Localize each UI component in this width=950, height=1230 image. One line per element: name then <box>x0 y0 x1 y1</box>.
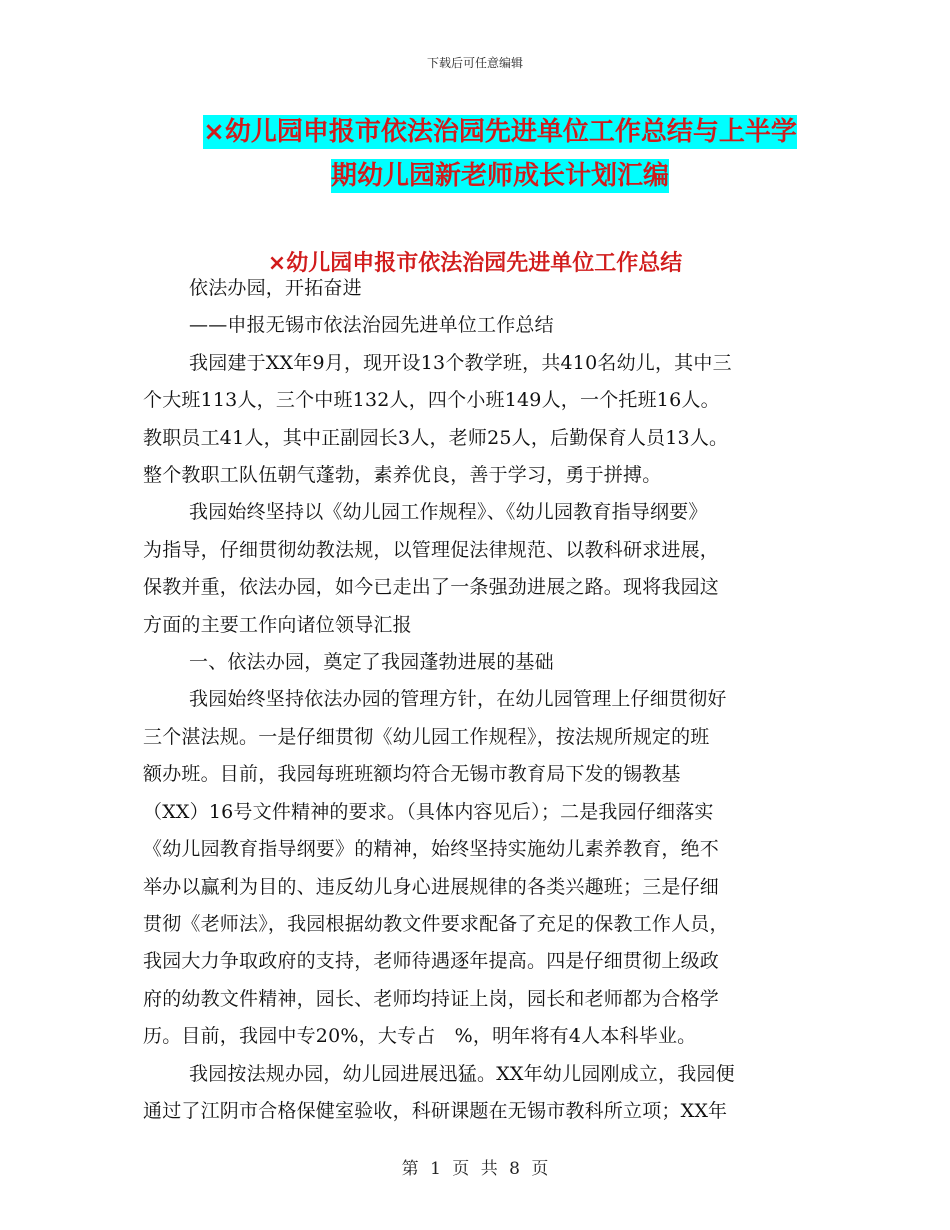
title-line-2: 期幼儿园新老师成长计划汇编 <box>330 161 669 191</box>
paragraph-line: 三个湛法规。一是仔细贯彻《幼儿园工作规程》，按法规所规定的班 <box>143 725 710 748</box>
paragraph-line: 举办以赢利为目的、违反幼儿身心进展规律的各类兴趣班；三是仔细 <box>143 875 720 898</box>
paragraph-line: 整个教职工队伍朝气蓬勃，素养优良，善于学习，勇于拼搏。 <box>143 464 662 487</box>
paragraph-line: 我园始终坚持依法办园的管理方针，在幼儿园管理上仔细贯彻好 <box>189 688 727 711</box>
paragraph-line: 我园始终坚持以《幼儿园工作规程》、《幼儿园教育指导纲要》 <box>189 501 708 524</box>
title-line-1: ×幼儿园申报市依法治园先进单位工作总结与上半学 <box>203 117 797 147</box>
paragraph-line: 府的幼教文件精神，园长、老师均持证上岗，园长和老师都为合格学 <box>143 987 720 1010</box>
paragraph-line: 历。目前，我园中专20%，大专占 %，明年将有4人本科毕业。 <box>143 1025 697 1048</box>
body-text <box>143 270 813 1130</box>
paragraph-line: 一、依法办园，奠定了我园蓬勃进展的基础 <box>189 651 554 674</box>
paragraph-line: 额办班。目前，我园每班班额均符合无锡市教育局下发的锡教基 <box>143 763 681 786</box>
paragraph-line: （XX）16号文件精神的要求。（具体内容见后）；二是我园仔细落实 <box>143 800 714 823</box>
section-title: ×幼儿园申报市依法治园先进单位工作总结 <box>267 251 683 276</box>
paragraph-line: 我园建于XX年9月，现开设13个教学班，共410名幼儿，其中三 <box>189 351 732 374</box>
paragraph-line: 我园按法规办园，幼儿园进展迅猛。XX年幼儿园刚成立，我园便 <box>189 1062 735 1085</box>
paragraph-line: 我园大力争取政府的支持，老师待遇逐年提高。四是仔细贯彻上级政 <box>143 950 720 973</box>
paragraph-line: 保教并重，依法办园，如今已走出了一条强劲进展之路。现将我园这 <box>143 576 720 599</box>
header-note: 下载后可任意编辑 <box>426 56 523 70</box>
page-footer: 第 1 页 共 8 页 <box>401 1159 549 1179</box>
paragraph-line: 贯彻《老师法》，我园根据幼教文件要求配备了充足的保教工作人员， <box>143 912 729 935</box>
paragraph-line: ——申报无锡市依法治园先进单位工作总结 <box>189 314 554 337</box>
paragraph-line: 为指导，仔细贯彻幼教法规，以管理促法律规范、以教科研求进展， <box>143 538 720 561</box>
paragraph-line: 通过了江阴市合格保健室验收，科研课题在无锡市教科所立项；XX年 <box>143 1099 728 1122</box>
document-title <box>190 110 810 198</box>
paragraph-line: 个大班113人，三个中班132人，四个小班149人，一个托班16人。 <box>143 389 720 412</box>
paragraph-line: 教职员工41人，其中正副园长3人，老师25人，后勤保育人员13人。 <box>143 426 729 449</box>
paragraph-line: 《幼儿园教育指导纲要》的精神，始终坚持实施幼儿素养教育，绝不 <box>143 838 720 861</box>
paragraph-line: 方面的主要工作向诸位领导汇报 <box>143 613 412 636</box>
paragraph-line: 依法办园，开拓奋进 <box>189 277 362 299</box>
